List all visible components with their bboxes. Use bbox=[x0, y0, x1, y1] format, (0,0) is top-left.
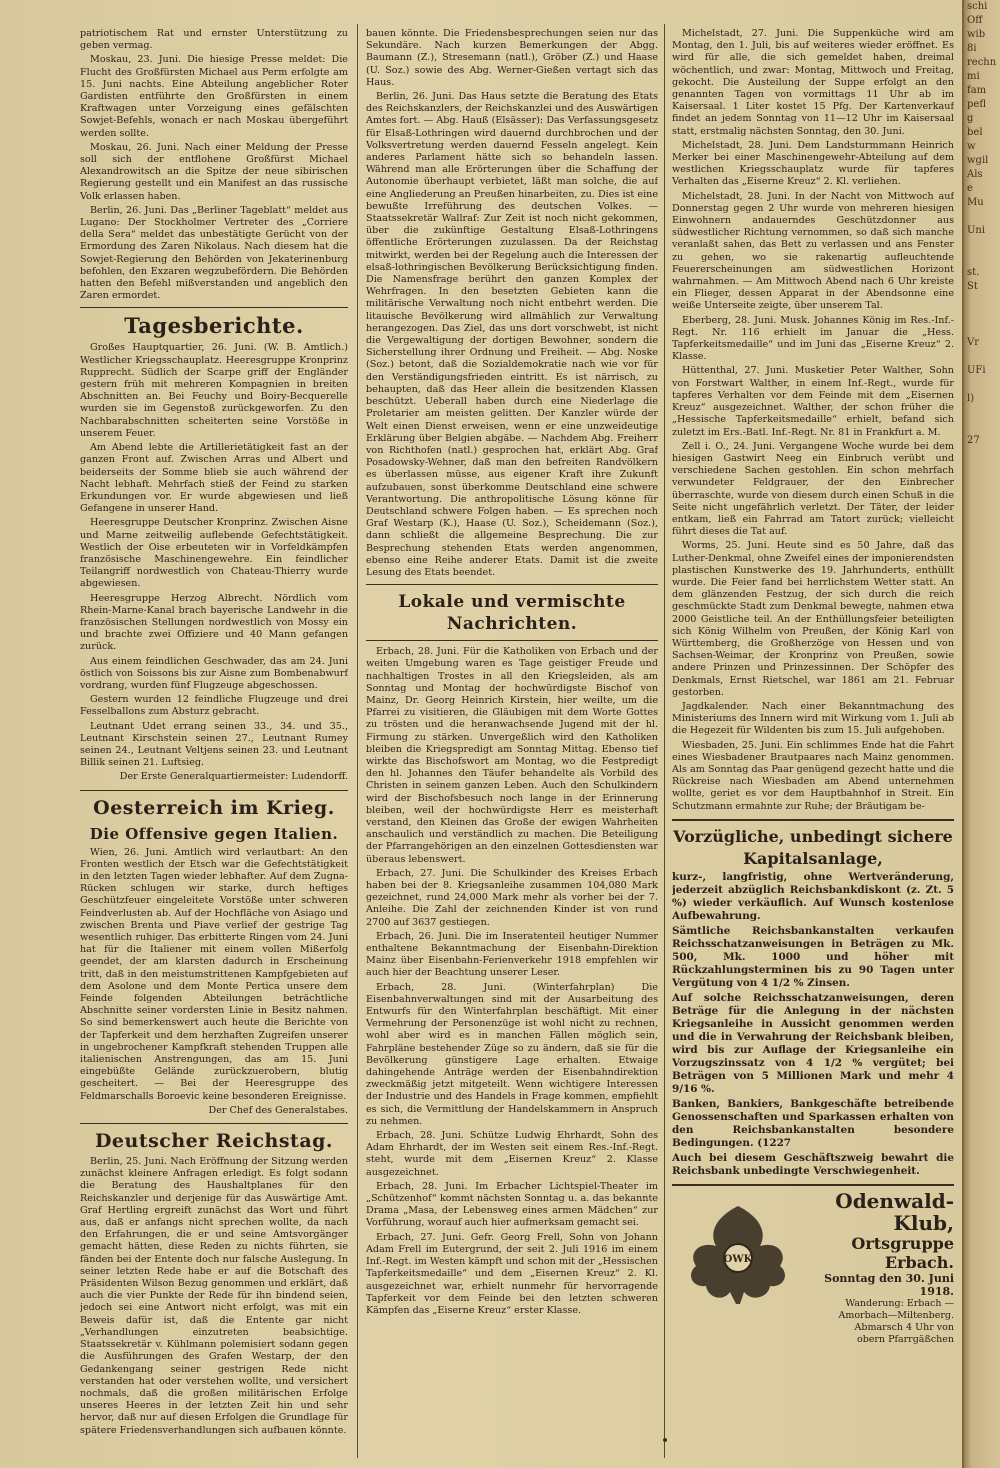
article-text: Leutnant Udet errang seinen 33., 34. und 35., Leutnant Kirschstein seinen 27., Leutnant Rumey seinen 24., Leutnant Veltjens seinen 23. und Leutnant Billik seinen 21. Luftsieg. bbox=[80, 720, 348, 769]
article-text: Michelstadt, 27. Juni. Die Suppenküche wird am Montag, den 1. Juli, bis auf weiteres wieder eröffnet. Es wird für alle, die sich gemeldet haben, dreimal wöchentlich, und zwar: Montag, Mittwoch und Freitag, gekocht. Die Austeilung der Suppe erfolgt an den genannten Tagen von vormittags 11 Uhr ab im Kaisersaal. 1 Liter kostet 15 Pfg. Der Kartenverkauf findet an jedem Sonntag von 11—12 Uhr im Kaisersaal statt, erstmalig nächsten Sonntag, den 30. Juni. bbox=[672, 28, 954, 137]
edge-text bbox=[964, 476, 1000, 490]
section-heading: Tagesberichte. bbox=[124, 313, 304, 339]
signature: Der Chef des Generalstabes. bbox=[208, 1104, 348, 1116]
article-text: Aus einem feindlichen Geschwader, das am 24. Juni östlich von Soissons bis zur Aisne zum Bombenabwurf vordrang, wurden fünf Flugzeuge abgeschossen. bbox=[80, 655, 348, 691]
edge-text: fam bbox=[967, 85, 987, 96]
edge-text: e bbox=[967, 183, 973, 194]
ad-title: Vorzügliche, unbedingt sichere bbox=[673, 826, 953, 846]
article-text: Worms, 25. Juni. Heute sind es 50 Jahre, daß das Luther-Denkmal, ohne Zweifel eines der imponierendsten plastischen Kunstwerke des 19. Jahrhunderts, enthüllt wurde. Die Feier fand bei herrlichstem Wetter statt. An dem glänzenden Festzug, der sich durch die reich geschmückte Stadt zum Denkmal bewegte, nahmen etwa 2000 Geistliche teil. An der Enthüllungsfeier beteiligten sich König Wilhelm von Preußen, der König Karl von Württemberg, die Großherzöge von Hessen und von Sachsen-Weimar, der Kronprinz von Preußen, sowie andere Prinzen und Prinzessinnen. Der Schöpfer des Denkmals, Ernst Rietschel, war 1861 am 21. Februar gestorben. bbox=[672, 540, 954, 698]
edge-text bbox=[964, 294, 1000, 308]
ad-text: Auf solche Reichsschatzanweisungen, deren Beträge für die Anlegung in der nächsten Kriegsanleihe in Aussicht genommen werden und die in Verwahrung der Reichsbank bleiben, wird bis zur Auflage der Kriegsanleihe ein Vorzugszinssatz von 4 1/2 % vergütet; bei Beträgen von 5 Millionen Mark und mehr 4 9/16 %. bbox=[672, 991, 954, 1095]
edge-text bbox=[964, 532, 1000, 546]
bank-advertisement bbox=[672, 819, 954, 1178]
article-text: Erbach, 28. Juni. Schütze Ludwig Ehrhardt, Sohn des Adam Ehrhardt, der im Westen seit einem Res.-Inf.-Regt. steht, wurde mit dem „Eisernen Kreuz“ 2. Klasse ausgezeichnet. bbox=[366, 1130, 658, 1178]
svg-text:OWK: OWK bbox=[723, 1253, 753, 1265]
article-text: Moskau, 26. Juni. Nach einer Meldung der Presse soll sich der entflohene Großfürst Michael Alexandrowitsch an die Spitze der neue sibirischen Regierung gestellt und ein Manifest an das russische Volk erlassen haben. bbox=[80, 141, 348, 202]
club-time: Abmarsch 4 Uhr von bbox=[854, 1321, 954, 1333]
edge-text: schi bbox=[967, 1, 988, 12]
divider bbox=[366, 584, 658, 585]
edge-text: Off bbox=[967, 15, 983, 26]
edge-text: Vr bbox=[967, 337, 980, 348]
edge-text bbox=[964, 504, 1000, 518]
edge-text bbox=[964, 322, 1000, 336]
divider bbox=[80, 1123, 348, 1124]
section-heading: Oesterreich im Krieg. bbox=[93, 796, 335, 819]
article-text: Erbach, 26. Juni. Die im Inseratenteil heutiger Nummer enthaltene Bekanntmachung der Eisenbahn-Direktion Mainz über Eisenbahn-Ferienverkehr 1918 empfehlen wir auch hier der Beachtung unserer Leser. bbox=[366, 930, 658, 979]
article-text: Erbach, 28. Juni. Für die Katholiken von Erbach und der weiten Umgebung waren es Tage geistiger Freude und nachhaltigen Trostes in all den Kriegsleiden, als am Sonntag und Montag der hochwürdigste Bischof von Mainz, Dr. Georg Heinrich Kirstein, hier weilte, um die Pfarrei zu visitieren, die Gläubigen mit dem Worte Gottes zu trösten und die heranwachsende Jugend mit der hl. Firmung zu stärken. Unvergeßlich wird den Katholiken bleiben die Kriegspredigt am Sonntag Mittag. Ebenso tief wirkte das Bischofswort am Montag, wo die Festpredigt den hl. Johannes den Täufer behandelte als Vorbild des Christen in seinem ganzen Leben. Auch den Schulkindern wird der Bischofsbesuch noch lange in der Erinnerung bleiben, weil der hochwürdigste Herr es meisterhaft verstand, den Kleinen das Große der ewigen Wahrheiten anschaulich und verständlich zu machen. Die Beteiligung der Pfarrangehörigen an den einzelnen Gottesdiensten war überaus lebenswert. bbox=[366, 646, 658, 865]
column-rule bbox=[357, 24, 358, 1458]
signature: Der Erste Generalquartiermeister: Ludendorff. bbox=[119, 771, 348, 783]
article-text: Erbach, 27. Juni. Gefr. Georg Frell, Sohn von Johann Adam Frell im Eutergrund, der seit 2. Juli 1916 im einem Inf.-Regt. im Westen kämpft und schon mit der „Hessischen Tapferkeitsmedaille“ und dem „Eisernen Kreuz“ 2. Kl. ausgezeichnet war, erhielt nunmehr für hervorragende Tapferkeit vor dem Feinde bei den letzten schweren Kämpfen das „Eiserne Kreuz“ erster Klasse. bbox=[366, 1231, 658, 1316]
edge-text bbox=[964, 308, 1000, 322]
edge-text: Mu bbox=[967, 197, 984, 208]
section-heading: Deutscher Reichstag. bbox=[94, 1130, 334, 1153]
column-rule bbox=[664, 24, 665, 1458]
edge-text: Uni bbox=[967, 225, 986, 236]
edge-text: Als bbox=[967, 169, 983, 180]
edge-text: 8i bbox=[967, 43, 977, 54]
edge-text: l) bbox=[967, 393, 975, 404]
club-date: Sonntag den 30. Juni 1918. bbox=[824, 1271, 954, 1298]
article-text: Heeresgruppe Deutscher Kronprinz. Zwischen Aisne und Marne zeitweilig auflebende Gefechtstätigkeit. Westlich der Oise erbeuteten wir in Vorfeldkämpfen französische Maschinengewehre. Ein feindlicher Teilangriff nordwestlich von Chateau-Thierry wurde abgewiesen. bbox=[80, 517, 348, 590]
column-2 bbox=[366, 28, 658, 1460]
article-text: Zell i. O., 24. Juni. Vergangene Woche wurde bei dem hiesigen Gastwirt Neeg ein Einbruch verübt und verschiedene Sachen gestohlen. Ein schon mehrfach verwundeter Feldgrauer, der den Einbrecher überraschte, wurde von diesem durch einen Schuß in die Seite nicht ungefährlich verletzt. Der Täter, der leider entkam, ließ ein Fahrrad am Tatort zurück; vielleicht führt dieses die Tat auf. bbox=[672, 440, 954, 538]
ad-text: kurz-, langfristig, ohne Wertveränderung, jederzeit abzüglich Reichsbankdiskont (z. Zt. 5 %) wieder verkäuflich. Auf Wunsch kostenlose Aufbewahrung. bbox=[672, 870, 954, 922]
edge-text: UFi bbox=[967, 365, 986, 376]
article-text: Berlin, 26. Juni. Das Haus setzte die Beratung des Etats des Reichskanzlers, der Reichskanzlei und des Auswärtigen Amtes fort. — Abg. Hauß (Elsässer): Das Verfassungsgesetz für Elsaß-Lothringen wird dauernd durchbrochen und der Volksvertretung werden dauernd Fesseln angelegt. Kein anderes Parlament hätte sich so behandeln lassen. Während man alle Erörterungen über die Schaffung der Autonomie überhaupt verbietet, läßt man solche, die auf eine Angliederung an Preußen hinarbeiten, zu. Dies ist eine bewußte Irreführung des deutschen Volkes. — Staatssekretär Wallraf: Zur Zeit ist noch nicht gekommen, über die zukünftige Gestaltung Elsaß-Lothringens öffentliche Erörterungen zuzulassen. Da der Reichstag mitwirkt, werden bei der Regelung auch die Interessen der elsaß-lothringischen Bevölkerung Berücksichtigung finden. Die Namensfrage berührt den ganzen Komplex der Wehrfragen. In den besetzten Gebieten kann die militärische Verwaltung noch nicht entbehrt werden. Die litauische Bevölkerung wird allmählich zur Verwaltung herangezogen. Das Ziel, das uns dort vorschwebt, ist nicht die Vergewaltigung der dortigen Bewohner, sondern die Sicherstellung ihrer Ordnung und Freiheit. — Abg. Noske (Soz.) betont, daß die Sozialdemokratie nach wie vor für den Verständigungsfrieden eintritt. Es ist närrisch, zu behaupten, daß das Heer allein die besitzenden Klassen beschützt. Ueberall haben durch eine Niederlage die Proletarier am meisten gelitten. Der Kanzler würde der Welt einen Dienst erweisen, wenn er eine unzweideutige Erklärung über Belgien abgäbe. — Nachdem Abg. Freiherr von Richthofen (natl.) gesprochen hat, erklärt Abg. Graf Posadowsky-Wehner, daß man den befreiten Randvölkern es überlassen müsse, aus eigener Kraft ihre Zukunft aufzubauen, sonst überkomme Deutschland eine schwere Verantwortung. Die anthropolitische Lösung könne für Deutschland schwere Folgen haben. — Es sprechen noch Graf Westarp (K.), Haase (U. Soz.), Scheidemann (Soz.), dann schließt die allgemeine Besprechung. Die zur Besprechung stehenden Etats werden angenommen, ebenso eine Reihe anderer Etats. Damit ist die zweite Lesung des Etats beendet. bbox=[366, 91, 658, 578]
edge-text: St bbox=[967, 281, 978, 292]
edge-text: pefl bbox=[967, 99, 986, 110]
article-text: Michelstadt, 28. Juni. Dem Landsturmmann Heinrich Merker bei einer Maschinengewehr-Abteilung auf dem westlichen Kriegsschauplatz wurde für tapferes Verhalten das „Eiserne Kreuz“ 2. Kl. verliehen. bbox=[672, 139, 954, 188]
divider bbox=[80, 307, 348, 308]
edge-text: mi bbox=[967, 71, 980, 82]
article-text: Erbach, 28. Juni. (Winterfahrplan) Die Eisenbahnverwaltungen sind mit der Ausarbeitung des Entwurfs für den Winterfahrplan beschäftigt. Mit einer Vermehrung der Personenzüge ist wohl nicht zu rechnen, wohl aber wird es in manchen Fällen möglich sein, Fahrpläne bestehender Züge so zu ändern, daß sie für die Bevölkerung günstigere Lage erhalten. Etwaige dahingehende Anträge werden der Eisenbahndirektion zweckmäßig jetzt mitgeteilt. Wenn wichtigere Interessen der Industrie und des Handels in Frage kommen, empfiehlt es sich, die Vermittlung der Handelskammern in Anspruch zu nehmen. bbox=[366, 981, 658, 1127]
club-title: Odenwald-Klub, bbox=[835, 1188, 954, 1235]
article-text: Jagdkalender. Nach einer Bekanntmachung des Ministeriums des Innern wird mit Wirkung vom 1. Juli ab die Hegezeit für Wildenten bis zum 15. Juli aufgehoben. bbox=[672, 700, 954, 737]
club-text bbox=[804, 1190, 954, 1346]
edge-text: 27 bbox=[967, 435, 980, 446]
article-text: Berlin, 26. Juni. Das „Berliner Tageblatt“ meldet aus Lugano: Der Stockholmer Vertreter des „Corriere della Sera“ meldet das unbestätigte Gerücht von der Ermordung des Zaren Nikolaus. Nach diesem hat die Sowjet-Regierung den Behörden von Jekaterinenburg befohlen, den Exzaren wegzubefördern. Die Behörden hatten den Befehl mißverstanden und angeblich den Zaren ermordet. bbox=[80, 204, 348, 302]
club-route: Wanderung: Erbach —Amorbach—Miltenberg. bbox=[838, 1297, 954, 1321]
edge-text bbox=[964, 238, 1000, 252]
article-text: Berlin, 25. Juni. Nach Eröffnung der Sitzung werden zunächst kleinere Anfragen erledigt. Es folgt sodann die Beratung des Haushaltplanes für den Reichskanzler und derjenige für das Auswärtige Amt. Graf Hertling ergreift zunächst das Wort und führt aus, daß er anfangs nicht sprechen wollte, da nach den Erfahrungen, die er und seine Amtsvorgänger gemacht hätten, diese Reden zu nichts führten, sie fänden bei der Entente doch nur falsche Auslegung. In seiner letzten Rede habe er auf die Botschaft des Präsidenten Wilson Bezug genommen und erklärt, daß auch die vier Punkte der Rede für ihn bindend seien, jedoch sei eine Antwort nicht erfolgt, was mit ein Beweis dafür ist, daß die Entente gar nicht „Verhandlungen einzutreten beabsichtige. Staatssekretär v. Kühlmann polemisiert sodann gegen die Ausführungen des Grafen Westarp, der den Gedankengang seiner gestrigen Rede nicht verstanden hat oder verstehen wollte, und versichert nochmals, daß die großen militärischen Erfolge unseres Heeres in der letzten Zeit hin und sehr hervor, daß nur auf diesen Erfolgen die Grundlage für spätere Friedensverhandlungen sich aufbauen könnte. bbox=[80, 1156, 348, 1436]
oak-leaf-emblem-icon bbox=[678, 1196, 798, 1311]
article-text: Eberberg, 28. Juni. Musk. Johannes König im Res.-Inf.-Regt. Nr. 116 erhielt im Januar die „Hess. Tapferkeitsmedaille“ und im Juni das „Eiserne Kreuz“ 2. Klasse. bbox=[672, 314, 954, 363]
divider bbox=[80, 790, 348, 791]
edge-text bbox=[964, 490, 1000, 504]
article-text: Großes Hauptquartier, 26. Juni. (W. B. Amtlich.) Westlicher Kriegsschauplatz. Heeresgruppe Kronprinz Rupprecht. Südlich der Scarpe griff der Engländer gestern früh mit mehreren Kompagnien in breiten Abschnitten an. Bei Feuchy und Boiry-Becquerelle wurden sie im Gegenstoß zurückgeworfen. Zu den Nachbarabschnitten scheiterten seine Vorstöße in unserem Feuer. bbox=[80, 342, 348, 439]
ad-title: Kapitalsanlage, bbox=[743, 848, 883, 868]
adjacent-page-edge bbox=[962, 0, 1000, 1468]
edge-text: wgil bbox=[967, 155, 989, 166]
article-text: patriotischem Rat und ernster Unterstützung zu geben vermag. bbox=[80, 28, 348, 52]
section-heading: Lokale und vermischte Nachrichten. bbox=[398, 592, 626, 635]
edge-text bbox=[964, 210, 1000, 224]
edge-text bbox=[964, 518, 1000, 532]
article-text: Moskau, 23. Juni. Die hiesige Presse meldet: Die Flucht des Großfürsten Michael aus Perm erfolgte am 15. Juni nachts. Eine Abteilung angeblicher Roter Gardisten entführte den Großfürsten in einem Kraftwagen unter Vorzeigung eines gefälschten Sowjet-Befehls, wonach er nach Moskau übergeführt werden sollte. bbox=[80, 54, 348, 139]
page-mark bbox=[663, 1438, 667, 1442]
section-subheading: Die Offensive gegen Italien. bbox=[89, 824, 339, 843]
column-1 bbox=[80, 28, 348, 1460]
divider bbox=[366, 640, 658, 641]
article-text: Michelstadt, 28. Juni. In der Nacht von Mittwoch auf Donnerstag gegen 2 Uhr wurde von mehreren hiesigen Einwohnern andauerndes Geschützdonner aus südwestlicher Richtung vernommen, so daß sich manche veranlaßt sahen, das Bett zu verlassen und ans Fenster zu gehen, wo sie rakenartig aufleuchtende Feuererscheinungen am südwestlichen Horizont wahrnahmen. — Am Mittwoch Abend nach 6 Uhr kreiste ein Flieger, dessen Apparat in der Abendsonne eine weiße Unterseite zeigte, über unserem Tal. bbox=[672, 190, 954, 312]
article-text: bauen könnte. Die Friedensbesprechungen seien nur das Sekundäre. Nach kurzen Bemerkungen der Abgg. Baumann (Z.), Stresemann (natl.), Gröber (Z.) und Haase (U. Soz.) sowie des Abg. Werner-Gießen vertagt sich das Haus. bbox=[366, 28, 658, 88]
edge-text bbox=[964, 406, 1000, 420]
edge-text bbox=[964, 252, 1000, 266]
ad-text: Auch bei diesem Geschäftszweig bewahrt die Reichsbank unbedingte Verschwiegenheit. bbox=[672, 1151, 954, 1177]
article-text: Hüttenthal, 27. Juni. Musketier Peter Walther, Sohn von Forstwart Walther, in einem Inf.-Regt., wurde für tapferes Verhalten vor dem Feinde mit dem „Eisernen Kreuz“ ausgezeichnet. Walther, der schon früher die „Hessische Tapferkeitsmedaille“ erhielt, befand sich zuletzt im Ers.-Batl. Inf.-Regt. Nr. 81 in Frankfurt a. M. bbox=[672, 365, 954, 438]
edge-text: wib bbox=[967, 29, 986, 40]
edge-text: w bbox=[967, 141, 976, 152]
edge-text bbox=[964, 448, 1000, 462]
article-text: Gestern wurden 12 feindliche Flugzeuge und drei Fesselballons zum Absturz gebracht. bbox=[80, 694, 348, 718]
ad-text: Banken, Bankiers, Bankgeschäfte betreibende Genossenschaften und Sparkassen erhalten von den Reichsbankanstalten besondere Bedingungen. (1227 bbox=[672, 1097, 954, 1149]
edge-text bbox=[964, 462, 1000, 476]
article-text: Am Abend lebte die Artillerietätigkeit fast an der ganzen Front auf. Zwischen Arras und Albert und beiderseits der Somme blieb sie auch während der Nacht lebhaft. Mehrfach stieß der Feind zu starken Erkundungen vor. Er wurde abgewiesen und ließ Gefangene in unserer Hand. bbox=[80, 442, 348, 515]
column-3 bbox=[672, 28, 954, 1460]
article-text: Erbach, 27. Juni. Die Schulkinder des Kreises Erbach haben bei der 8. Kriegsanleihe zusammen 104,080 Mark gezeichnet, rund 24,000 Mark mehr als vorher bei der 7. Anleihe. Die Zahl der zeichnenden Kinder ist von rund 2700 auf 3637 gestiegen. bbox=[366, 867, 658, 928]
club-advertisement bbox=[672, 1184, 954, 1345]
edge-text: rechn bbox=[967, 57, 997, 68]
article-text: Heeresgruppe Herzog Albrecht. Nördlich vom Rhein-Marne-Kanal brach bayerische Landwehr in die französischen Stellungen nordwestlich von Mossy ein und brachte zwei Offiziere und 40 Mann gefangen zurück. bbox=[80, 592, 348, 653]
edge-text: bel bbox=[967, 127, 983, 138]
club-place: obern Pfarrgäßchen bbox=[856, 1333, 954, 1345]
edge-text bbox=[964, 420, 1000, 434]
edge-text bbox=[964, 350, 1000, 364]
article-text: Erbach, 28. Juni. Im Erbacher Lichtspiel-Theater im „Schützenhof“ kommt nächsten Sonntag u. a. das bekannte Drama „Masa, der Lebensweg eines armen Mädchen“ zur Vorführung, worauf auch hier aufmerksam gemacht sei. bbox=[366, 1180, 658, 1229]
edge-text bbox=[964, 378, 1000, 392]
article-text: Wien, 26. Juni. Amtlich wird verlautbart: An den Fronten westlich der Etsch war die Gefechtstätigkeit in den letzten Tagen wieder lebhafter. Auf dem Zugna-Rücken schlugen wir starke, durch heftiges Geschützfeuer eingeleitete Vorstöße unter schweren Feindverlusten ab. Auf der Hochfläche von Asiago und zwischen Brenta und Piave verlief der gestrige Tag wesentlich ruhiger. Das erbitterte Ringen vom 24. Juni hat für die Italiener mit einem vollen Mißerfolg geendet, der am klarsten dadurch in Erscheinung tritt, daß in den meistumstrittenen Kampfgebieten auf dem Asolone und dem Monte Pertica unsere dem Feinde folgenden Abteilungen beträchtliche Abschnitte seiner vordersten Linie in Besitz nahmen. So sind bemerkenswert auch heute die Berichte von der Tapferkeit und dem herzhaften Zugreifen unserer in ungebrochener Kampfkraft stehenden Truppen alle italienischen Anstrengungen, das am 15. Juni eingebüßte Gelände zurückzuerobern, blutig gescheitert. — Bei der Heeresgruppe des Feldmarschalls Boroevic keine besonderen Ereignisse. bbox=[80, 846, 348, 1102]
club-subtitle: Ortsgruppe Erbach. bbox=[851, 1233, 954, 1272]
ad-text: Sämtliche Reichsbankanstalten verkaufen Reichsschatzanweisungen in Beträgen zu Mk. 500, Mk. 1000 und höher mit Rückzahlungsterminen bis zu 90 Tagen unter Vergütung von 4 1/2 % Zinsen. bbox=[672, 924, 954, 989]
article-text: Wiesbaden, 25. Juni. Ein schlimmes Ende hat die Fahrt eines Wiesbadener Brautpaares nach Mainz genommen. Als am Sonntag das Paar genügend gezecht hatte und die Rückreise nach Wiesbaden am Abend unternehmen wollte, geriet es vor dem Hauptbahnhof in Streit. Ein Schutzmann ermahnte zur Ruhe; der Bräutigam be- bbox=[672, 739, 954, 812]
edge-text: g bbox=[967, 113, 974, 124]
edge-text: st. bbox=[967, 267, 980, 278]
